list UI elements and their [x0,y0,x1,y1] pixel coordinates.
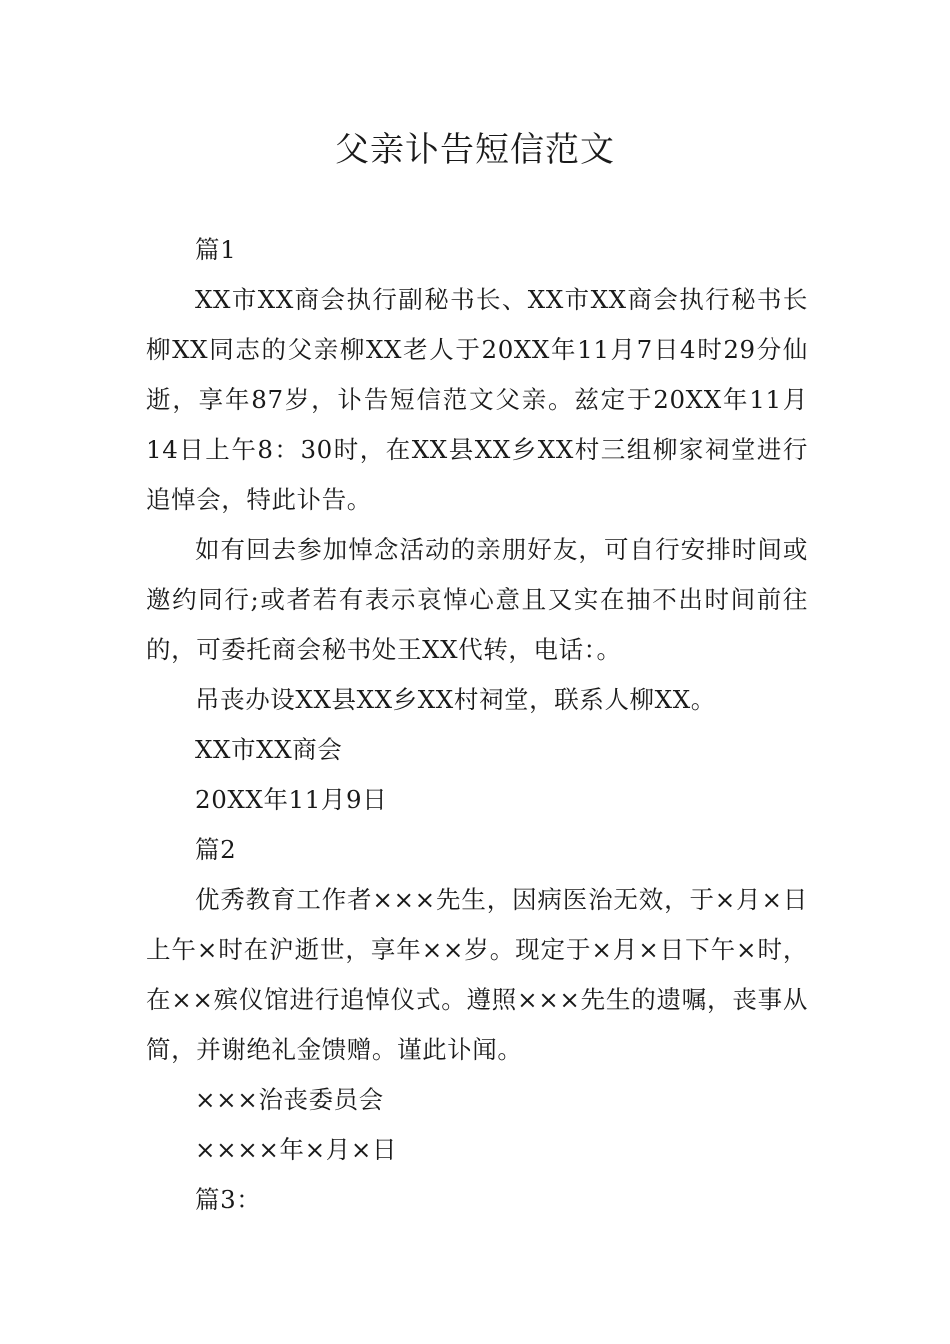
section-heading-2: 篇2 [195,835,237,864]
signature-date-2: ××××年×月×日 [195,1135,398,1164]
paragraph-mourning-office: 吊丧办设XX县XX乡XX村祠堂，联系人柳XX。 [195,685,716,714]
signature-committee: ×××治丧委员会 [195,1085,384,1114]
document-title: 父亲讣告短信范文 [335,130,615,170]
section-heading-1: 篇1 [195,235,237,264]
paragraph-obituary-teacher: 优秀教育工作者×××先生，因病医治无效，于×月×日上午×时在沪逝世，享年××岁。现定于×月×日下午×时，在××殡仪馆进行追悼仪式。遵照×××先生的遗嘱，丧事从简，并谢绝礼金馈赠。谨此讣闻。 [146,885,808,1064]
document-body [146,225,808,1225]
signature-organization: XX市XX商会 [195,735,343,764]
paragraph-obituary-notice: XX市XX商会执行副秘书长、XX市XX商会执行秘书长柳XX同志的父亲柳XX老人于20XX年11月7日4时29分仙逝，享年87岁，讣告短信范文父亲。兹定于20XX年11月14日上午8：30时，在XX县XX乡XX村三组柳家祠堂进行追悼会，特此讣告。 [146,285,808,514]
signature-date: 20XX年11月9日 [195,785,388,814]
paragraph-condolence-info: 如有回去参加悼念活动的亲朋好友，可自行安排时间或邀约同行;或者若有表示哀悼心意且又实在抽不出时间前往的，可委托商会秘书处王XX代转，电话：。 [146,535,808,664]
section-heading-3: 篇3： [195,1185,262,1214]
